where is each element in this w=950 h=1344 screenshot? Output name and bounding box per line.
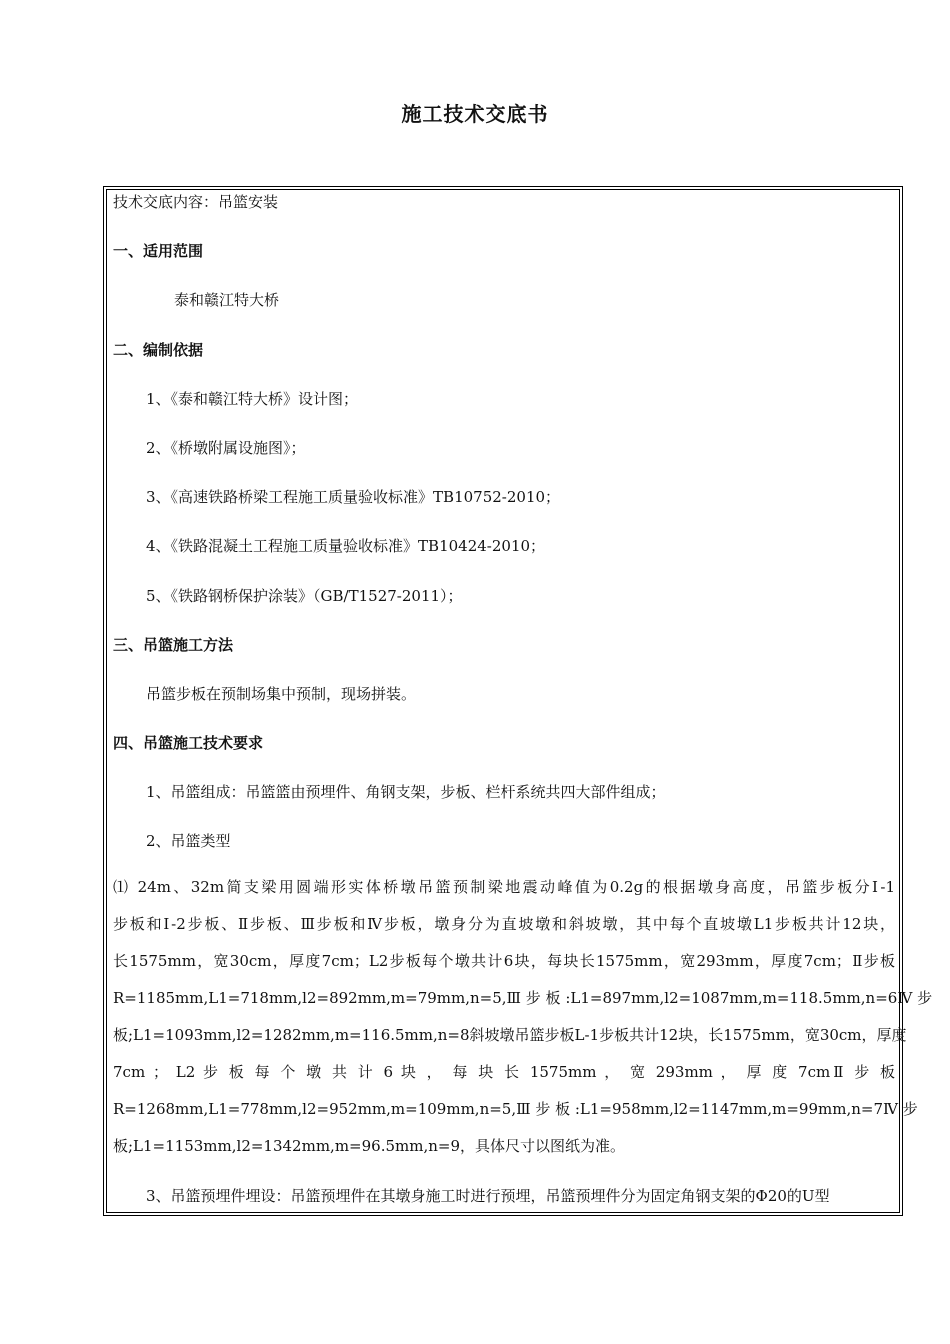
paragraph-line: 板;L1=1153mm,l2=1342mm,m=96.5mm,n=9，具体尺寸以图纸为准。 <box>113 1137 625 1155</box>
paragraph-line: ⑴ 24m、32m简支梁用圆端形实体桥墩吊篮预制梁地震动峰值为0.2g的根据墩身高度，吊篮步板分Ⅰ-1 <box>113 878 895 896</box>
paragraph-line: R=1268mm,L1=778mm,l2=952mm,m=109mm,n=5,Ⅲ 步 板 :L1=958mm,l2=1147mm,m=99mm,n=7Ⅳ 步 <box>113 1100 918 1118</box>
document-title: 施工技术交底书 <box>401 102 549 126</box>
section-heading-scope: 一、适用范围 <box>113 242 204 260</box>
section-heading-method: 三、吊篮施工方法 <box>113 636 234 654</box>
section-heading-requirements: 四、吊篮施工技术要求 <box>113 734 264 752</box>
embed-paragraph: 3、吊篮预埋件埋设：吊篮预埋件在其墩身施工时进行预埋，吊篮预埋件分为固定角钢支架的Φ20的U型 <box>146 1187 830 1205</box>
basket-type-paragraph <box>113 869 933 1165</box>
paragraph-line: 步板和Ⅰ-2步板、Ⅱ步板、Ⅲ步板和Ⅳ步板，墩身分为直坡墩和斜坡墩，其中每个直坡墩L1步板共计12块， <box>113 915 895 933</box>
basis-item: 4、《铁路混凝土工程施工质量验收标准》TB10424-2010； <box>146 537 546 555</box>
requirement-item: 1、吊篮组成：吊篮篮由预埋件、角钢支架，步板、栏杆系统共四大部件组成； <box>146 783 666 801</box>
basis-item: 5、《铁路钢桥保护涂装》（GB/T1527-2011）； <box>146 587 463 605</box>
method-item: 吊篮步板在预制场集中预制，现场拼装。 <box>146 685 417 703</box>
requirement-item: 2、吊篮类型 <box>146 832 231 850</box>
scope-item: 泰和赣江特大桥 <box>174 291 280 309</box>
paragraph-line: 7cm ； L2 步 板 每 个 墩 共 计 6 块 ， 每 块 长 1575mm ， 宽 293mm ， 厚 度 7cmⅡ 步 板 <box>113 1063 895 1081</box>
basis-item: 2、《桥墩附属设施图》； <box>146 439 306 457</box>
paragraph-line: 板;L1=1093mm,l2=1282mm,m=116.5mm,n=8斜坡墩吊篮步板L-1步板共计12块，长1575mm，宽30cm，厚度 <box>113 1026 907 1044</box>
paragraph-line: 长1575mm，宽30cm，厚度7cm；L2步板每个墩共计6块，每块长1575mm，宽293mm，厚度7cm；Ⅱ步板 <box>113 952 895 970</box>
content-label: 技术交底内容：吊篮安装 <box>113 193 279 211</box>
basis-item: 3、《高速铁路桥梁工程施工质量验收标准》TB10752-2010； <box>146 488 561 506</box>
section-heading-basis: 二、编制依据 <box>113 341 204 359</box>
basis-item: 1、《泰和赣江特大桥》设计图； <box>146 390 359 408</box>
paragraph-line: R=1185mm,L1=718mm,l2=892mm,m=79mm,n=5,Ⅲ 步 板 :L1=897mm,l2=1087mm,m=118.5mm,n=6Ⅳ 步 <box>113 989 933 1007</box>
